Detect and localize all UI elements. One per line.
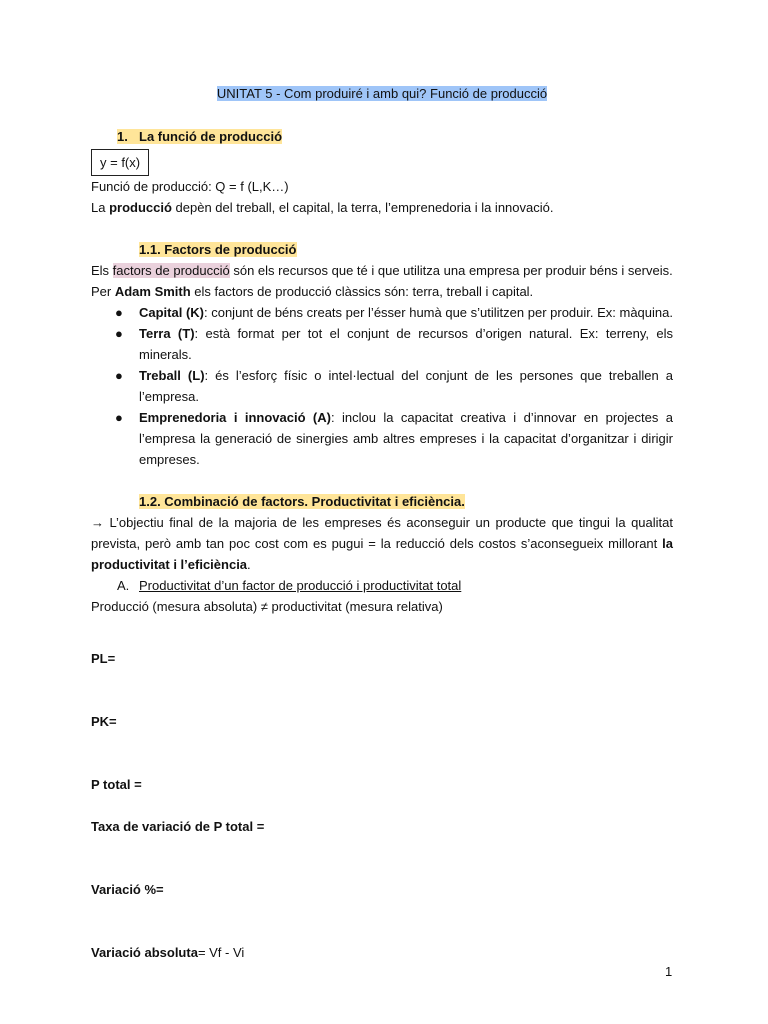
formula-variacio-abs: Variació absoluta= Vf - Vi xyxy=(91,945,245,960)
bullet-icon: ● xyxy=(115,326,123,341)
adam-smith-line: Per Adam Smith els factors de producció clàssics són: terra, treball i capital. xyxy=(91,284,534,299)
formula-taxa: Taxa de variació de P total = xyxy=(91,819,265,834)
document-page xyxy=(91,80,673,963)
page-number: 1 xyxy=(665,964,673,979)
objective-paragraph: → L’objectiu final de la majoria de les empreses és aconseguir un producte que tingui la qualitat prevista, però amb tan poc cost com es pugui = la reducció dels costos s’aconsegueix millorant la productivitat i l’eficiència. xyxy=(91,515,673,572)
formula-variacio-pct: Variació %= xyxy=(91,882,164,897)
formula-ptotal: P total = xyxy=(91,777,142,792)
bullet-icon: ● xyxy=(115,368,123,383)
section-1-heading: 1. La funció de producció xyxy=(117,129,283,144)
formula-pk: PK= xyxy=(91,714,117,729)
section-1-1-heading: 1.1. Factors de producció xyxy=(139,242,297,257)
list-item: ● Capital (K): conjunt de béns creats per l’ésser humà que s’utilitzen per produir. Ex: màquina. xyxy=(91,302,673,323)
document-title: UNITAT 5 - Com produiré i amb qui? Funció de producció xyxy=(216,86,548,101)
formula-box: y = f(x) xyxy=(91,149,149,176)
production-vs-productivity: Producció (mesura absoluta) ≠ productivitat (mesura relativa) xyxy=(91,599,443,614)
formula-pl: PL= xyxy=(91,651,116,666)
production-depends-line: La producció depèn del treball, el capital, la terra, l’emprenedoria i la innovació. xyxy=(91,200,554,215)
sublist-item-a: A. Productivitat d’un factor de producció i productivitat total xyxy=(117,578,462,593)
factors-list xyxy=(91,302,673,470)
list-item: ● Treball (L): és l’esforç físic o intel·lectual del conjunt de les persones que treballen a l’empresa. xyxy=(91,365,673,407)
factors-definition: Els factors de producció són els recursos que té i que utilitza una empresa per produir béns i serveis. xyxy=(91,263,673,278)
production-function-line: Funció de producció: Q = f (L,K…) xyxy=(91,179,289,194)
list-item: ● Emprenedoria i innovació (A): inclou la capacitat creativa i d’innovar en projectes a l’empresa la generació de sinergies amb altres empreses i la capacitat d’organitzar i dirigir empreses. xyxy=(91,407,673,470)
list-item: ● Terra (T): està format per tot el conjunt de recursos d’origen natural. Ex: terreny, els minerals. xyxy=(91,323,673,365)
bullet-icon: ● xyxy=(115,305,123,320)
bullet-icon: ● xyxy=(115,410,123,425)
section-1-2-heading: 1.2. Combinació de factors. Productivitat i eficiència. xyxy=(139,494,465,509)
